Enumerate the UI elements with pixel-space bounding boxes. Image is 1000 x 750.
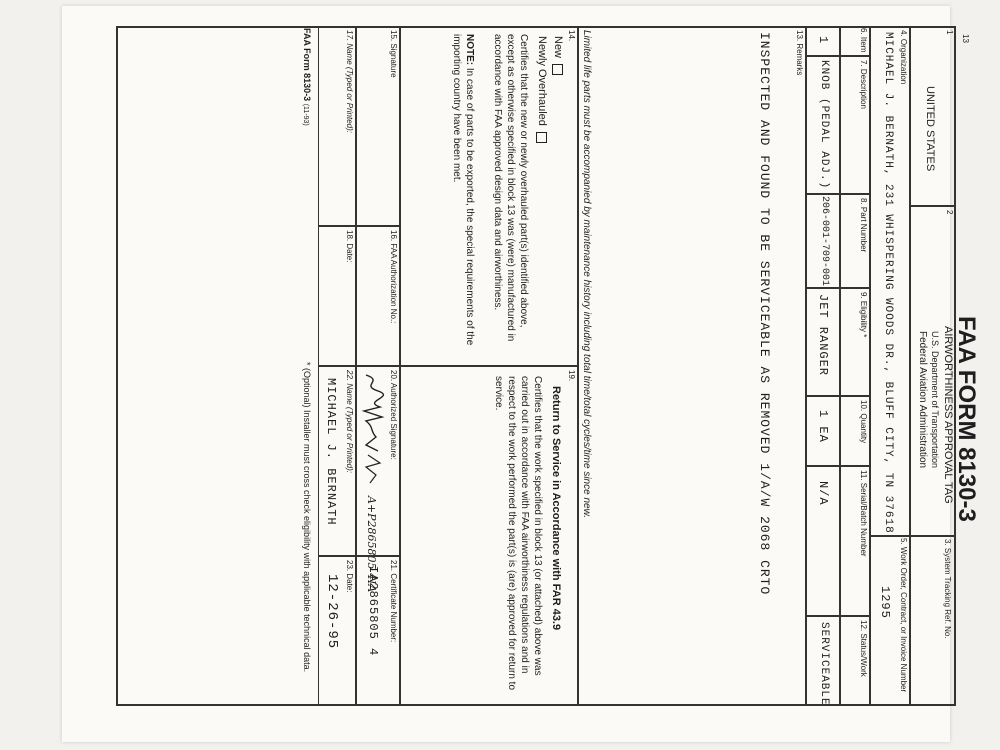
organization-value: MICHAEL J. BERNATH, 231 WHISPERING WOODS DR., BLUFF CITY, TN 37618 [882, 32, 894, 534]
block2-number: 2 [945, 210, 954, 215]
note-block [450, 34, 476, 354]
block1-number: 1 [945, 30, 954, 35]
system-tracking-label: 3. System Tracking Ref. No. [943, 539, 952, 639]
date23-value: 12-26-95 [324, 574, 340, 650]
sig15-label: 15. Signature [389, 30, 398, 78]
col-qty-label: 10. Quantity [859, 400, 868, 444]
country-label: UNITED STATES [924, 86, 936, 172]
row-description: KNOB (PEDAL ADJ.) [818, 60, 830, 190]
row-eligibility: JET RANGER [816, 294, 830, 377]
document-paper [62, 6, 980, 742]
agency-label: Federal Aviation Administration [917, 331, 928, 469]
date18-label: 18. Date: [345, 230, 354, 263]
row-item: 1 [816, 36, 830, 45]
block13-marker: 13 [961, 34, 970, 43]
overhauled-label: Newly Overhauled [536, 36, 548, 126]
footer-form: FAA Form 8130-3 [302, 28, 312, 102]
certifies-19-text: Certifies that the work specified in block 13 (or attached) above was carried out in accordance with FAA airworthiness regulations and in respect to the work performed the part(s) is (are) approved for return to service. [493, 376, 543, 691]
block14-box [400, 26, 578, 366]
row-serial: N/A [816, 481, 830, 506]
new-option [552, 36, 564, 75]
name22-value: MICHAEL J. BERNATH [324, 378, 338, 526]
sig20-label: 20. Authorized Signature: [389, 370, 398, 460]
department-label: U.S. Department of Transportation [930, 331, 940, 469]
form-subtitle: AIRWORTHINESS APPROVAL TAG [942, 326, 954, 504]
col-serial-label: 11. Serial/Batch Number [859, 470, 868, 557]
row-status: SERVICEABLE [818, 622, 830, 706]
note-text: In case of parts to be exported, the special requirements of the importing country have been met. [451, 34, 475, 346]
faa-form-8130-3 [116, 26, 980, 706]
col-status-label: 12. Status/Work [859, 620, 868, 677]
work-order-label: 5. Work Order, Contract, or Invoice Number [899, 538, 908, 693]
name17-label: 17. Name (Typed or Printed): [345, 30, 354, 134]
col-desc-label: 7. Description [859, 60, 868, 109]
new-label: New [552, 36, 564, 59]
footer-form-id [302, 28, 312, 126]
col-part-label: 8. Part Number [859, 198, 868, 253]
auth16-label: 16. FAA Authorization No.: [389, 230, 398, 324]
authorized-signature [358, 371, 388, 491]
cert21-label: 21. Certificate Number: [389, 560, 398, 643]
row-part-number: 206-001-709-001 [819, 196, 830, 287]
date23-label: 23. Date: [345, 560, 354, 593]
overhauled-checkbox[interactable] [536, 132, 547, 143]
organization-label: 4. Organization [899, 30, 908, 85]
block14-number: 14. [567, 30, 576, 42]
footer-note: * (Optional) Installer must cross check eligibility with applicable technical data. [302, 362, 312, 673]
overhauled-option [536, 36, 548, 143]
new-checkbox[interactable] [552, 64, 563, 75]
col-elig-label: 9. Eligibility * [859, 292, 868, 338]
footer-rev: (11-93) [302, 103, 309, 126]
row-quantity: 1 EA [816, 410, 830, 443]
name22-label: 22. Name (Typed or Printed): [345, 370, 354, 474]
work-order-value: 1295 [878, 586, 892, 619]
block19-number: 19. [567, 370, 576, 382]
certifies-14-text: Certifies that the new or newly overhauled part(s) identified above, except as otherwise specified in block 13 was (were) manufactured in accordance with FAA approved design data and airworthiness. [492, 34, 529, 342]
certificate-number: IA2865805 4 [366, 566, 380, 657]
form-title: FAA FORM 8130-3 [953, 316, 980, 522]
remarks-label: 13. Remarks [795, 30, 804, 76]
limited-life-note: Limited life parts must be accompanied by maintenance history including total time/total cycles/time since new. [581, 30, 592, 519]
return-to-service-title: Return to Service in Accordance with FAR 43.9 [550, 386, 562, 631]
remarks-value: INSPECTED AND FOUND TO BE SERVICEABLE AS REMOVED 1/A/W 2068 CRTO [757, 32, 772, 596]
note-label: NOTE: [464, 34, 475, 66]
signature-handwritten-number: A+P2865805 4IA [365, 496, 378, 593]
col-item-label: 6. Item [859, 28, 868, 53]
